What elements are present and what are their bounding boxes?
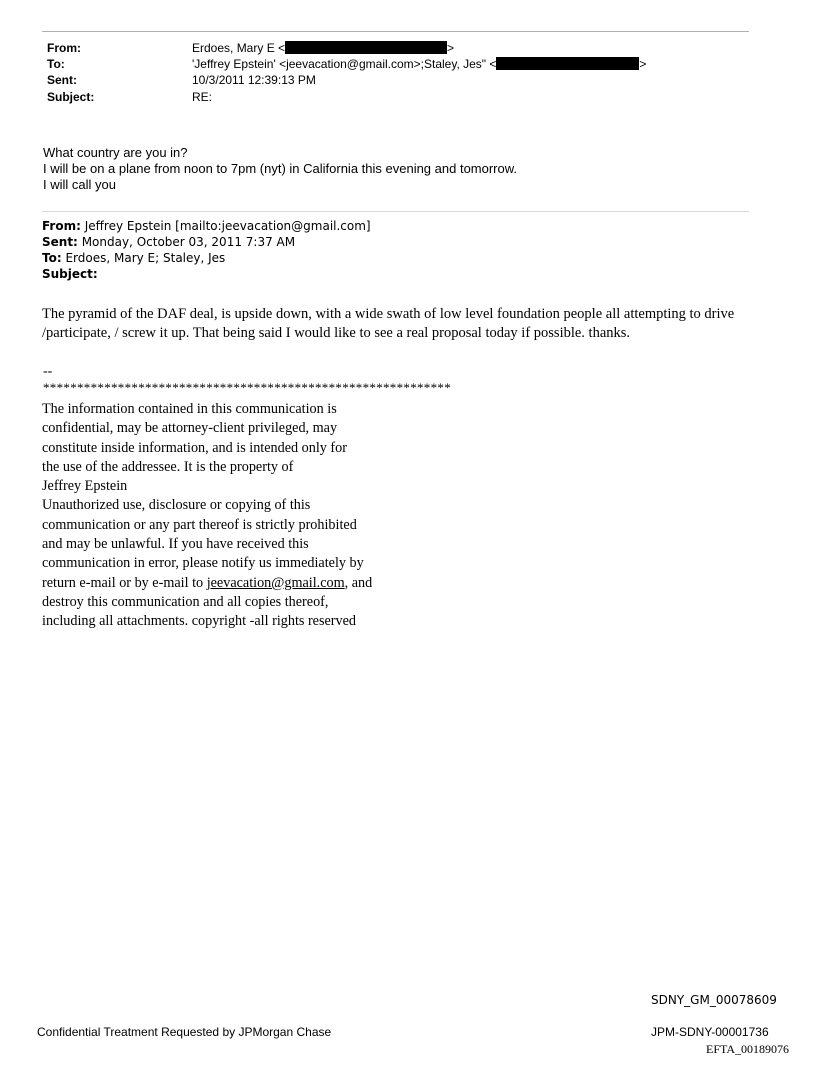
reply-line: I will call you: [43, 177, 116, 192]
from-close: >: [447, 41, 455, 55]
disclaimer-line: The information contained in this communication is: [42, 401, 337, 417]
disclaimer-line: destroy this communication and all copies thereof,: [42, 593, 329, 610]
disclaimer-email-line: [42, 574, 372, 593]
signature-dash: --: [43, 364, 53, 379]
disclaimer-line: Unauthorized use, disclosure or copying of this: [42, 497, 311, 514]
disclaimer: [42, 400, 372, 632]
quoted-from-label: From:: [42, 219, 81, 233]
disclaimer-line: constitute inside information, and is intended only for: [42, 439, 347, 456]
subject-value: RE:: [192, 90, 213, 104]
bates-sdny: SDNY_GM_00078609: [651, 993, 777, 1007]
subject-label: Subject:: [47, 90, 95, 104]
to-label: To:: [47, 57, 65, 71]
disclaimer-line: Jeffrey Epstein: [42, 478, 128, 495]
bates-efta: EFTA_00189076: [706, 1042, 790, 1056]
email-link[interactable]: jeevacation@gmail.com: [206, 574, 345, 591]
disclaimer-line: communication or any part thereof is strictly prohibited: [42, 516, 357, 533]
quoted-sent-value: Monday, October 03, 2011 7:37 AM: [81, 235, 296, 249]
disclaimer-line: confidential, may be attorney-client privileged, may: [42, 420, 338, 437]
quoted-to: [42, 250, 225, 266]
quoted-to-label: To:: [42, 251, 62, 265]
bates-jpm: JPM-SDNY-00001736: [651, 1025, 769, 1039]
redaction-bar: [496, 57, 639, 70]
to-close: >: [639, 57, 647, 71]
quoted-from-value: Jeffrey Epstein [mailto:jeevacation@gmail.com]: [84, 219, 371, 233]
disclaimer-line: and may be unlawful. If you have received this: [42, 536, 309, 553]
disclaimer-line: the use of the addressee. It is the property of: [42, 458, 294, 475]
confidential-notice: Confidential Treatment Requested by JPMorgan Chase: [37, 1025, 332, 1039]
quoted-subject: [42, 266, 98, 282]
sent-value: 10/3/2011 12:39:13 PM: [192, 73, 316, 87]
reply-line: I will be on a plane from noon to 7pm (nyt) in California this evening and tomorrow.: [43, 161, 518, 176]
quoted-divider: [42, 211, 749, 212]
quoted-sent: [42, 234, 295, 250]
disclaimer-line: including all attachments. copyright -all rights reserved: [42, 613, 357, 630]
from-label: From:: [47, 41, 81, 55]
disclaimer-line: communication in error, please notify us immediately by: [42, 555, 364, 572]
quoted-from: [42, 218, 371, 234]
quoted-sent-label: Sent:: [42, 235, 78, 249]
quoted-subject-label: Subject:: [42, 267, 98, 281]
quoted-message-body: The pyramid of the DAF deal, is upside down, with a wide swath of low level foundation people all attempting to drive /participate, / screw it up. That being said I would like to see a real proposal today if possible. thanks.: [42, 306, 735, 341]
sent-label: Sent:: [47, 73, 77, 87]
disclaimer-email-prefix: return e-mail or by e-mail to: [42, 574, 207, 591]
from-value: [192, 40, 454, 56]
disclaimer-email-suffix: , and: [344, 574, 373, 591]
to-value: [192, 56, 646, 72]
top-divider: [42, 31, 749, 32]
signature-stars: ************************************************************: [43, 380, 451, 395]
reply-line: What country are you in?: [43, 145, 188, 160]
redaction-bar: [285, 41, 447, 54]
to-recipients: 'Jeffrey Epstein' <jeevacation@gmail.com>;Staley, Jes" <: [192, 57, 497, 71]
from-name: Erdoes, Mary E <: [192, 41, 286, 55]
quoted-to-value: Erdoes, Mary E; Staley, Jes: [65, 251, 226, 265]
